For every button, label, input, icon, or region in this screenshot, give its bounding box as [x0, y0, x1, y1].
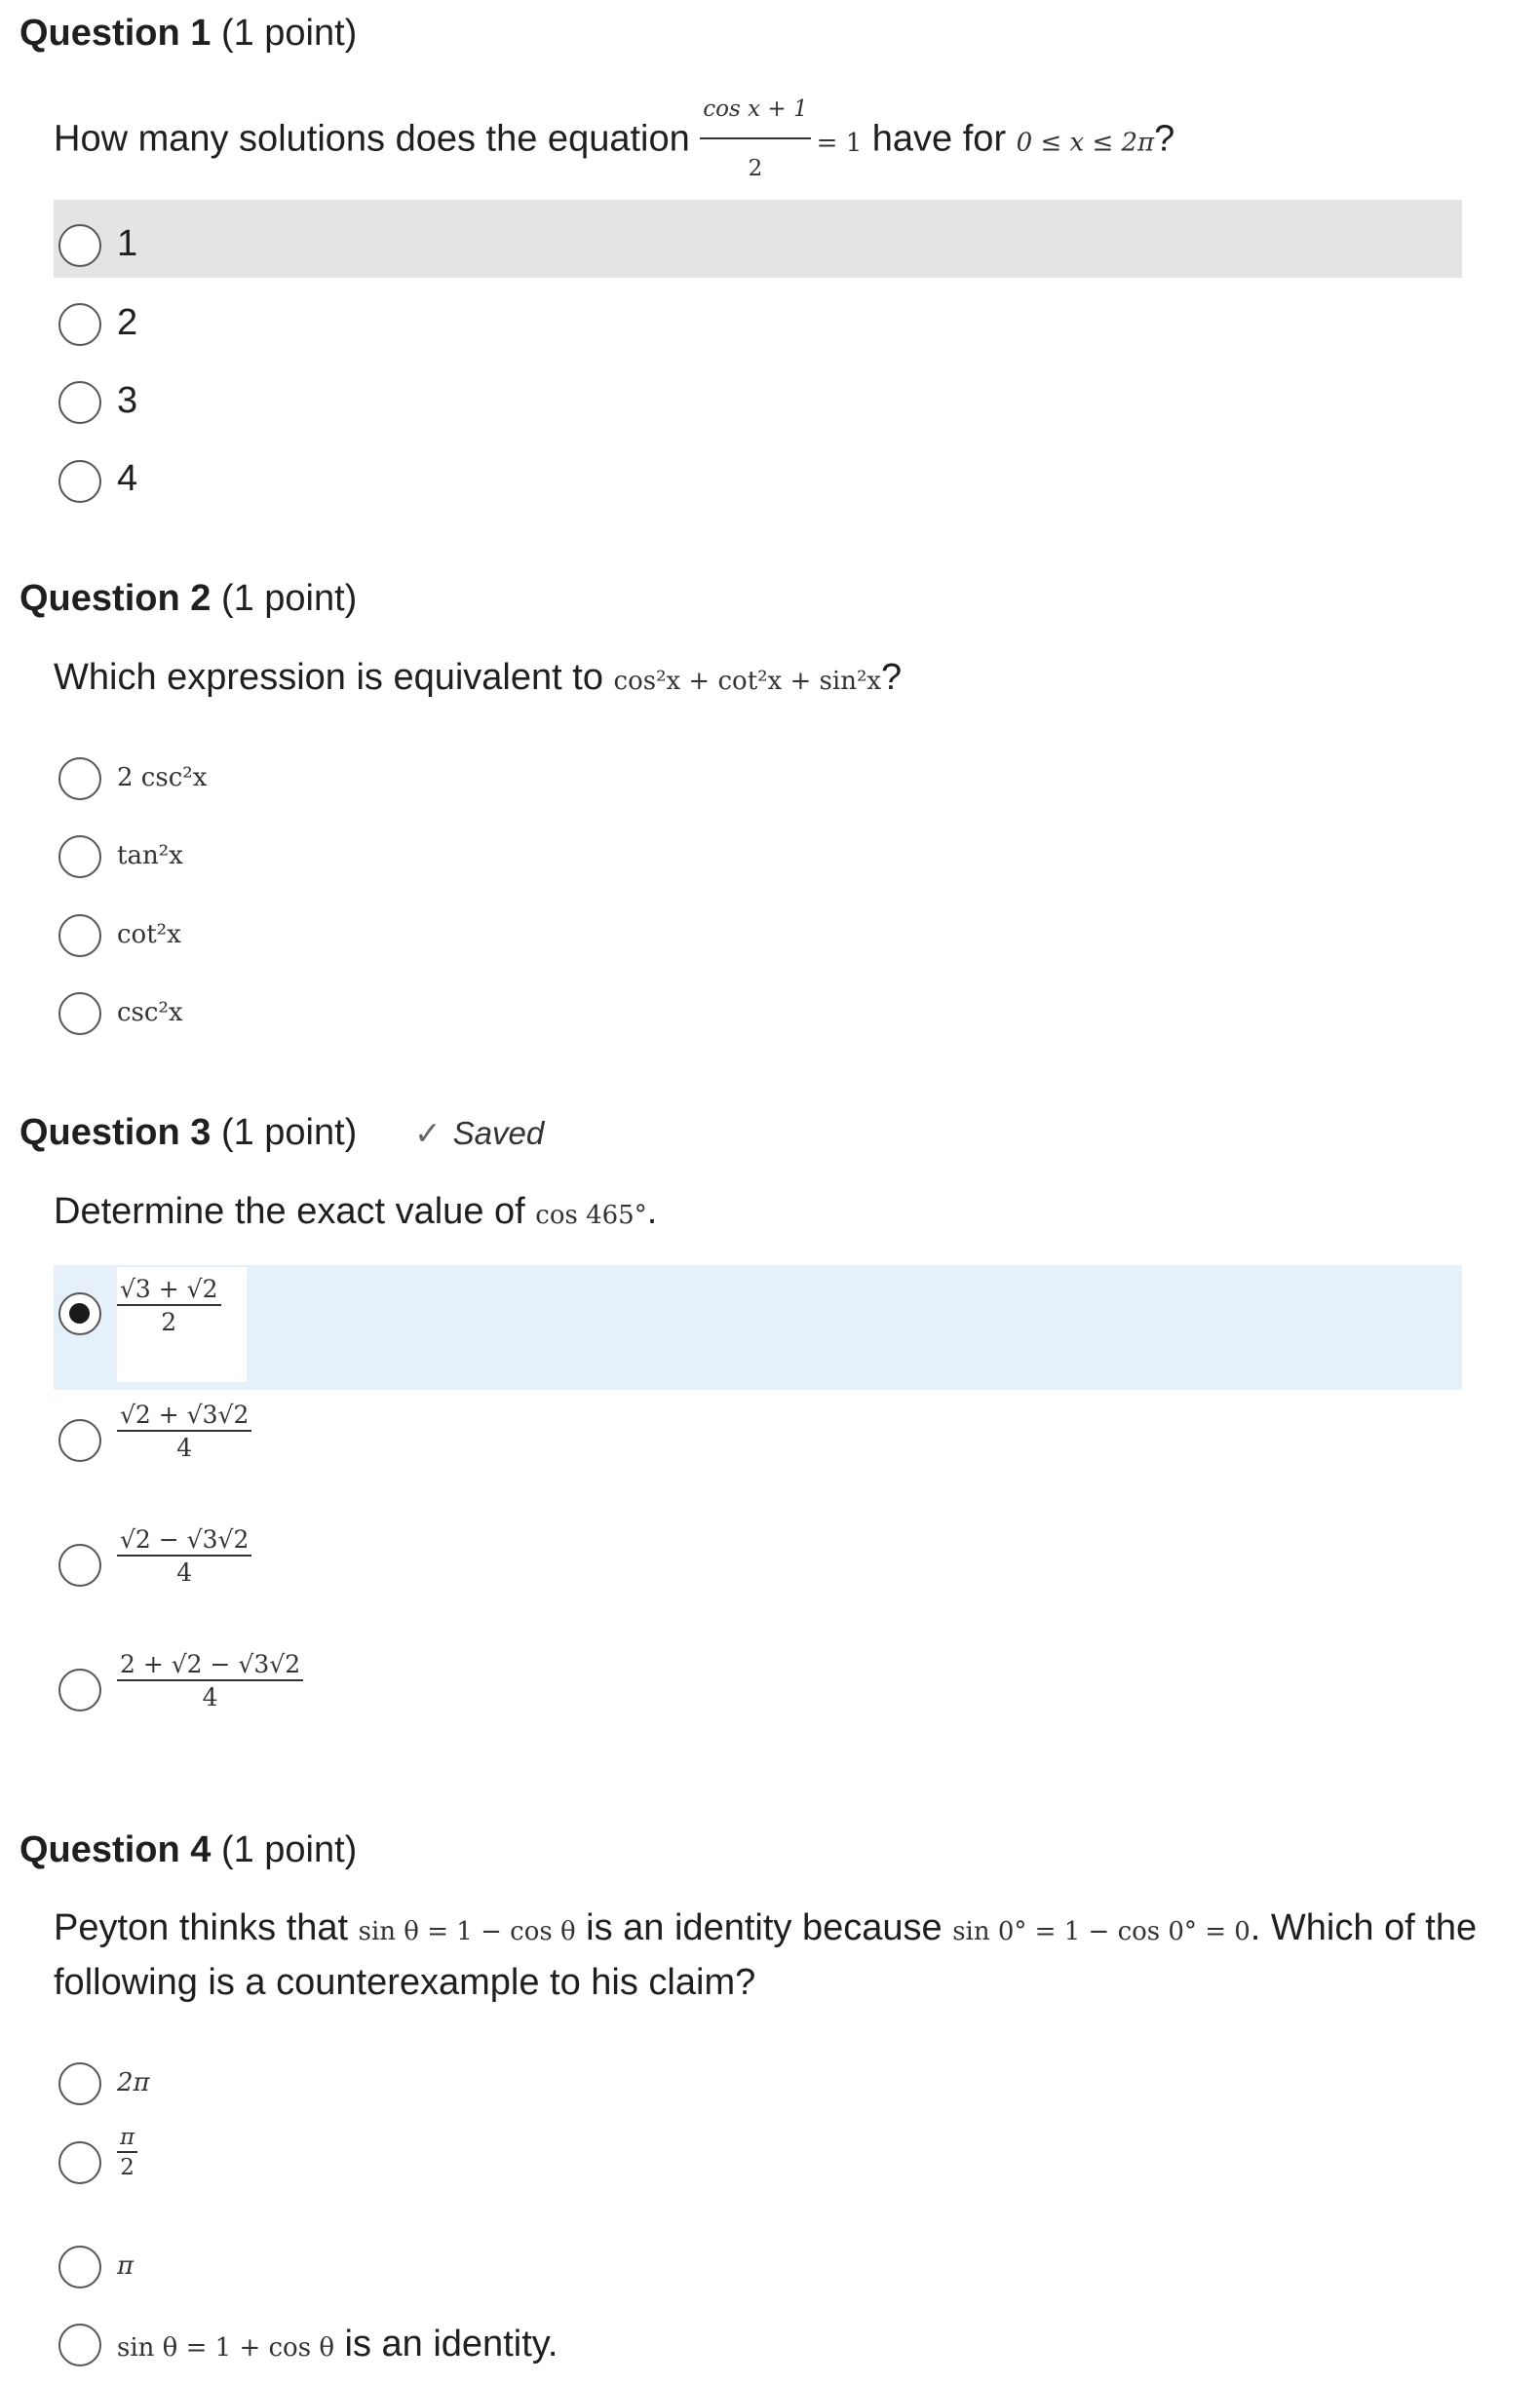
q4-evidence: sin 0° = 1 − cos 0° = 0 [952, 1917, 1251, 1946]
q1-option-4-radio[interactable] [58, 460, 101, 503]
q3-option-1-label[interactable]: $\frac{√3 + √2}{2}$ [117, 1275, 221, 1336]
question-4-header [19, 1828, 357, 1871]
q3-option-4-radio[interactable] [58, 1669, 101, 1711]
q4-option-1-label[interactable]: 2π [117, 2068, 150, 2097]
q1-option-3-radio[interactable] [58, 381, 101, 424]
question-4-title: Question 4 [19, 1829, 212, 1870]
question-3-header [19, 1111, 357, 1154]
question-2-points: (1 point) [220, 578, 358, 619]
q3-expression: cos 465° [535, 1201, 647, 1230]
q2-option-2-radio[interactable] [58, 835, 101, 878]
checkmark-icon: ✓ [414, 1115, 442, 1151]
q4-option-4-radio[interactable] [58, 2324, 101, 2366]
q1-equation-fraction: $\frac{\text{cos x + 1}}{2}$ [700, 82, 810, 196]
q4-option-2-label[interactable]: $\frac{\pi}{2}$ [117, 2125, 137, 2180]
question-1-header [19, 12, 357, 55]
q2-expression: cos²x + cot²x + sin²x [613, 667, 882, 696]
q2-option-3-radio[interactable] [58, 914, 101, 957]
question-1-points: (1 point) [220, 13, 358, 54]
saved-status: ✓ Saved [414, 1115, 545, 1151]
question-2-header [19, 577, 357, 620]
question-4-points: (1 point) [220, 1829, 358, 1870]
q4-option-2-radio[interactable] [58, 2141, 101, 2184]
q3-option-2-radio[interactable] [58, 1419, 101, 1462]
q2-option-1-label[interactable]: 2 csc²x [117, 763, 208, 792]
question-2-title: Question 2 [19, 578, 212, 619]
q2-option-4-radio[interactable] [58, 992, 101, 1035]
q4-option-4-label[interactable]: sin θ = 1 + cos θ is an identity. [117, 2324, 558, 2365]
q2-option-2-label[interactable]: tan²x [117, 841, 183, 870]
q2-option-3-label[interactable]: cot²x [117, 920, 181, 949]
q1-option-1-radio[interactable] [58, 224, 101, 267]
q4-option-1-radio[interactable] [58, 2062, 101, 2105]
question-4-prompt-line-2: following is a counterexample to his claim? [54, 1962, 756, 2003]
q1-option-1-hover-bg [54, 200, 1462, 278]
q1-option-2-label[interactable]: 2 [117, 302, 138, 343]
q4-option-3-label[interactable]: π [117, 2251, 135, 2281]
q1-option-4-label[interactable]: 4 [117, 458, 138, 499]
q4-claim: sin θ = 1 − cos θ [358, 1917, 576, 1946]
q1-option-1-label[interactable]: 1 [117, 223, 138, 264]
question-1-title: Question 1 [19, 13, 212, 54]
q4-option-3-radio[interactable] [58, 2246, 101, 2288]
q3-option-3-label[interactable]: $\frac{√2 - √3√2}{4}$ [117, 1525, 251, 1587]
q3-option-1-radio[interactable] [58, 1292, 101, 1335]
q2-option-1-radio[interactable] [58, 757, 101, 800]
question-1-prompt: How many solutions does the equation $\frac{\text{cos x + 1}}{2}$ = 1 have for 0 ≤ x ≤ 2π? [54, 86, 1174, 196]
q3-option-3-radio[interactable] [58, 1544, 101, 1587]
q1-option-2-radio[interactable] [58, 303, 101, 346]
question-3-prompt: Determine the exact value of cos 465°. [54, 1191, 658, 1232]
q3-option-1-selected-bg [54, 1265, 1462, 1390]
question-2-prompt: Which expression is equivalent to cos²x + cot²x + sin²x? [54, 657, 903, 698]
question-3-title: Question 3 [19, 1112, 212, 1153]
q3-option-2-label[interactable]: $\frac{√2 + √3√2}{4}$ [117, 1401, 251, 1462]
question-4-prompt-line-1: Peyton thinks that sin θ = 1 − cos θ is an identity because sin 0° = 1 − cos 0° = 0. Which of the [54, 1907, 1478, 1948]
question-3-points: (1 point) [220, 1112, 358, 1153]
q1-option-3-label[interactable]: 3 [117, 380, 138, 421]
q2-option-4-label[interactable]: csc²x [117, 998, 183, 1027]
q3-option-4-label[interactable]: $\frac{2 + √2 - √3√2}{4}$ [117, 1650, 303, 1711]
